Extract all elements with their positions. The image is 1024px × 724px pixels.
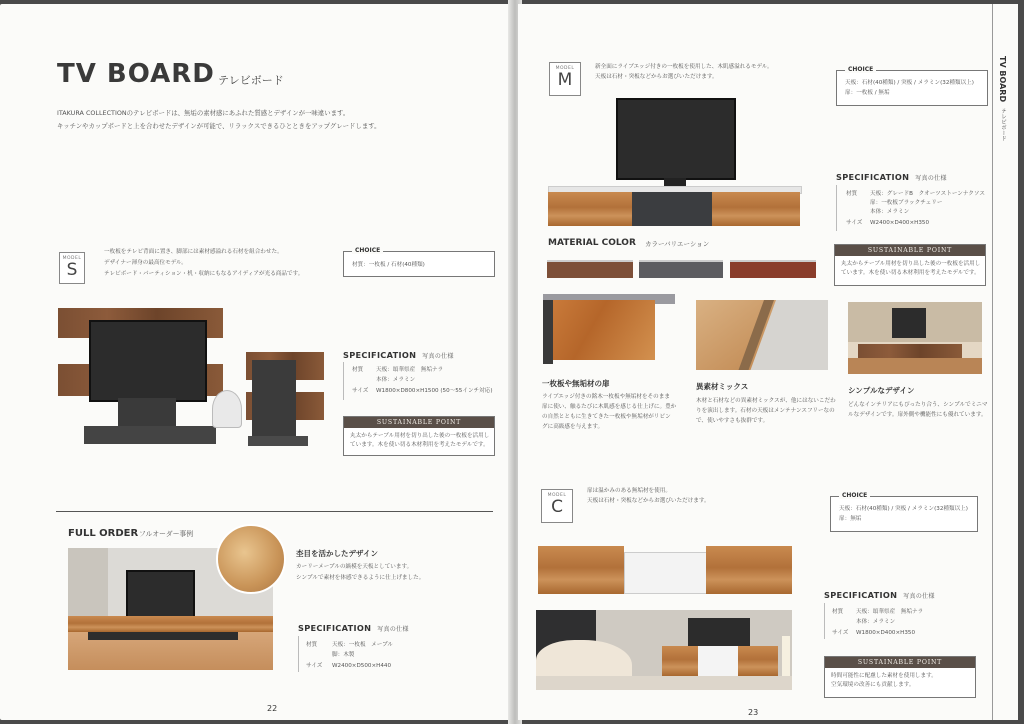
feature-2-line-1: 木材と石材などの異素材ミックスが、他にはないこだわ bbox=[696, 398, 836, 404]
feature-3-line-2: ルなデザインです。扉外側や機能性にも優れています。 bbox=[848, 412, 987, 418]
model-s-choice-box bbox=[343, 247, 495, 277]
sustainable-title: SUSTAINABLE POINT bbox=[835, 245, 985, 256]
feature-photo-mixed-material bbox=[696, 300, 828, 370]
spec-title: SPECIFICATION bbox=[836, 172, 910, 182]
spec-title: SPECIFICATION bbox=[343, 350, 417, 360]
page-number-left: 22 bbox=[267, 704, 278, 713]
feature-1-title: 一枚板や無垢材の扉 bbox=[542, 379, 610, 388]
model-s-spec-value-3: W1800×D800×H1500 (50〜55インチ対応) bbox=[376, 388, 493, 394]
model-label: MODEL bbox=[547, 493, 567, 498]
page-number-right: 23 bbox=[748, 708, 759, 717]
model-m-spec-value-3: 本体：メラミン bbox=[870, 209, 910, 215]
wood-grain-closeup bbox=[216, 524, 286, 594]
model-m-desc-1: 新全面にライブエッジ付きの一枚板を使用した、木肌感溢れるモデル。 bbox=[595, 64, 773, 70]
model-s-sustainable-box bbox=[343, 416, 495, 456]
model-c-desc-2: 天板は石材・突板などからお選びいただけます。 bbox=[587, 498, 710, 504]
model-s-spec-value-2: 本体：メラミン bbox=[376, 377, 416, 383]
feature-1-line-1: ライブエッジ付きの銘木一枚板や無垢材をそのまま bbox=[542, 394, 670, 400]
full-order-spec-label-size: サイズ bbox=[306, 663, 323, 669]
model-s-spec-title bbox=[343, 350, 454, 360]
full-order-spec-value-1: 天板：一枚板 メープル bbox=[332, 642, 394, 648]
model-m-badge bbox=[549, 62, 581, 96]
model-letter: C bbox=[551, 497, 563, 517]
full-order-spec-title bbox=[298, 623, 409, 633]
choice-line-2: 扉：無垢 bbox=[839, 516, 862, 522]
feature-2-line-3: で、使いやすさも抜群です。 bbox=[696, 418, 769, 424]
spec-title: SPECIFICATION bbox=[824, 590, 898, 600]
model-m-photo bbox=[546, 96, 802, 228]
full-order-spec-value-2: 脚：木製 bbox=[332, 652, 355, 658]
side-tab-title-ja: テレビボード bbox=[1000, 108, 1006, 141]
sustainable-line-1: 丸太からテーブル用材を切り出した後の一枚板を活用し bbox=[350, 433, 490, 439]
model-c-spec-label-size: サイズ bbox=[832, 630, 849, 636]
model-c-spec-value-3: W1800×D400×H350 bbox=[856, 630, 916, 636]
full-order-title-ja: フルオーダー事例 bbox=[139, 530, 194, 538]
sustainable-line-1: 丸太からテーブル用材を切り出した後の一枚板を活用し bbox=[841, 261, 981, 267]
model-c-badge bbox=[541, 489, 573, 523]
model-m-spec-value-4: W2400×D400×H350 bbox=[870, 220, 930, 226]
model-s-desc-1: 一枚板をテレビ背面に置き、脚部には素材感溢れる石材を組合わせた。 bbox=[104, 249, 283, 255]
spec-subtitle: 写真の仕様 bbox=[903, 593, 935, 600]
model-c-spec-value-2: 本体：メラミン bbox=[856, 619, 896, 625]
sustainable-title: SUSTAINABLE POINT bbox=[825, 657, 975, 668]
choice-title: CHOICE bbox=[352, 247, 383, 254]
model-m-spec-value-1: 天板：グレードB クオーツストーンナクソス bbox=[870, 191, 985, 197]
model-label: MODEL bbox=[62, 256, 82, 261]
model-m-spec-title bbox=[836, 172, 947, 182]
intro-line-1: ITAKURA COLLECTIONのテレビボードは、無垢の素材感にあふれた質感とデザインが一味違います。 bbox=[57, 109, 350, 117]
feature-3-title: シンプルなデザイン bbox=[848, 386, 915, 395]
feature-1-line-2: 扉に使い、触るたびに木肌感を感じる仕上げに。豊か bbox=[542, 404, 677, 410]
model-s-spec-value-1: 天板：頌華県産 無垢ナラ bbox=[376, 367, 444, 373]
model-m-sustainable-box bbox=[834, 244, 986, 286]
sustainable-line-2: 空気環境の改善にも貢献します。 bbox=[831, 682, 915, 688]
material-color-title-ja: カラーバリエーション bbox=[645, 240, 710, 248]
feature-3-line-1: どんなインテリアにもぴったり合う、シンプルでミニマ bbox=[848, 402, 988, 408]
choice-text: 材質：一枚板 / 石材(40種類) bbox=[352, 262, 425, 268]
model-m-spec-value-2: 扉：一枚板ブラックチェリー bbox=[870, 200, 943, 206]
intro-line-2: キッチンやカップボードと上を合わせたデザインが可能で、リラックスできるひとときをアップグレードします。 bbox=[57, 122, 381, 130]
model-m-spec-label-material: 材質 bbox=[846, 191, 858, 197]
side-tab-title: TV BOARD bbox=[998, 56, 1007, 103]
model-c-spec-title bbox=[824, 590, 935, 600]
feature-photo-simple-design bbox=[848, 302, 982, 374]
page-title: TV BOARD bbox=[57, 59, 215, 89]
full-order-desc-2: シンプルで素材を体感できるように仕上げました。 bbox=[296, 575, 425, 581]
right-page bbox=[518, 4, 1018, 720]
model-s-photo bbox=[56, 302, 326, 452]
full-order-desc-1: カーリーメープルの縞模を天板としています。 bbox=[296, 564, 413, 570]
material-color-title: MATERIAL COLOR bbox=[548, 238, 636, 248]
model-c-choice-box bbox=[830, 492, 978, 532]
model-s-desc-3: テレビボード・パーティション・机・収納にもなるアイディアが光る商品です。 bbox=[104, 271, 304, 277]
choice-title: CHOICE bbox=[845, 66, 876, 73]
feature-1-line-4: グに高級感を与えます。 bbox=[542, 424, 604, 430]
full-order-spec-label-material: 材質 bbox=[306, 642, 318, 648]
left-page bbox=[0, 4, 512, 720]
model-c-sustainable-box bbox=[824, 656, 976, 698]
model-c-room-photo bbox=[536, 610, 792, 690]
choice-line-1: 天板：石材(40種類) / 突板 / メラミン(32種類以上) bbox=[839, 506, 968, 512]
model-letter: M bbox=[557, 70, 573, 90]
model-c-desc-1: 扉は温かみのある無垢材を使用。 bbox=[587, 488, 671, 494]
color-swatch-walnut bbox=[547, 260, 633, 278]
color-swatch-gray bbox=[639, 260, 723, 278]
feature-2-line-2: りを演出します。石材の天板はメンテナンスフリーなの bbox=[696, 408, 835, 414]
model-s-badge bbox=[59, 252, 85, 284]
choice-title: CHOICE bbox=[839, 492, 870, 499]
model-m-choice-box bbox=[836, 66, 988, 106]
model-c-spec-label-material: 材質 bbox=[832, 609, 844, 615]
model-s-desc-2: デザイナー渾身の最高位モデル。 bbox=[104, 260, 187, 266]
model-m-desc-2: 天板は石材・突板などからお選びいただけます。 bbox=[595, 74, 718, 80]
spec-subtitle: 写真の仕様 bbox=[422, 353, 454, 360]
spec-subtitle: 写真の仕様 bbox=[915, 175, 947, 182]
choice-line-2: 扉：一枚板 / 無垢 bbox=[845, 90, 890, 96]
model-letter: S bbox=[66, 260, 78, 280]
model-s-spec-label-size: サイズ bbox=[352, 388, 369, 394]
full-order-title: FULL ORDER bbox=[68, 528, 139, 539]
feature-2-title: 異素材ミックス bbox=[696, 382, 749, 391]
section-divider bbox=[56, 511, 493, 512]
choice-line-1: 天板：石材(40種類) / 突板 / メラミン(32種類以上) bbox=[845, 80, 974, 86]
sustainable-line-2: ています。木を使い切る木材利用を考えたモデルです。 bbox=[350, 442, 489, 448]
model-label: MODEL bbox=[555, 66, 575, 71]
spec-title: SPECIFICATION bbox=[298, 623, 372, 633]
color-swatch-cherry bbox=[730, 260, 816, 278]
page-title-ja: テレビボード bbox=[218, 74, 284, 87]
sustainable-title: SUSTAINABLE POINT bbox=[344, 417, 494, 428]
model-c-spec-value-1: 天板：頌華県産 無垢ナラ bbox=[856, 609, 924, 615]
full-order-caption: 杢目を活かしたデザイン bbox=[296, 549, 378, 558]
feature-1-line-3: の自然とともに生きてきた一枚板や無垢材がリビン bbox=[542, 414, 671, 420]
sustainable-line-2: ています。木を使い切る木材利用を考えたモデルです。 bbox=[841, 270, 980, 276]
spec-subtitle: 写真の仕様 bbox=[377, 626, 409, 633]
feature-photo-live-edge bbox=[543, 294, 675, 364]
sustainable-line-1: 時間可能性に配慮した素材を使用します。 bbox=[831, 673, 937, 679]
model-s-spec-label-material: 材質 bbox=[352, 367, 364, 373]
model-m-spec-label-size: サイズ bbox=[846, 220, 863, 226]
full-order-spec-value-3: W2400×D500×H440 bbox=[332, 663, 392, 669]
model-c-product-photo bbox=[538, 542, 792, 598]
